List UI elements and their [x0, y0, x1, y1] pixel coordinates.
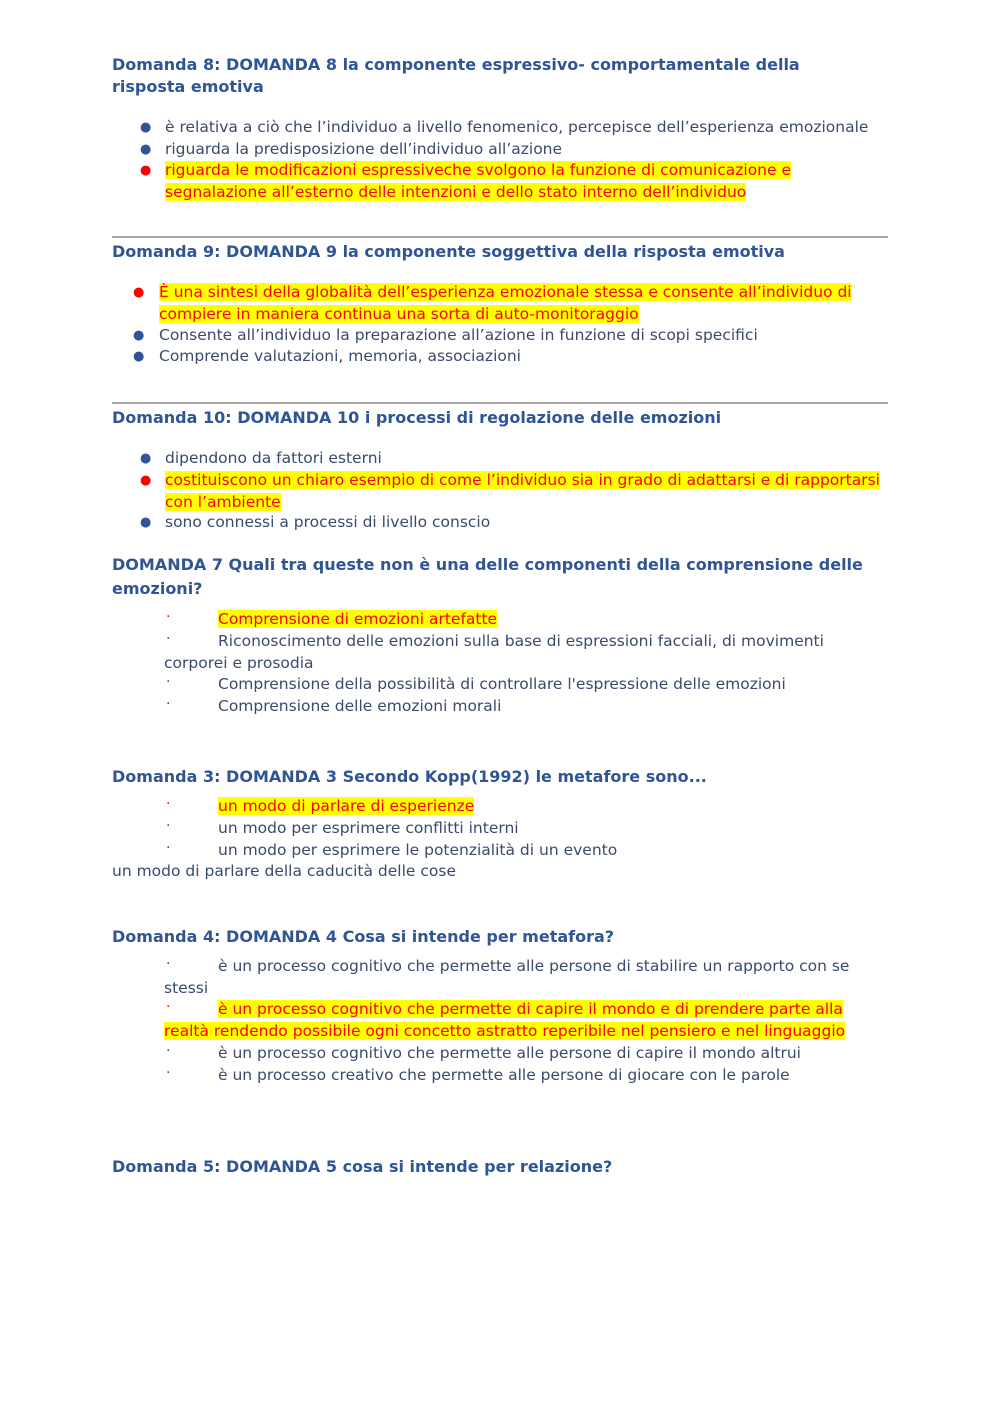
- question-8-title: Domanda 8: DOMANDA 8 la componente espressivo- comportamentale della risposta emotiva: [112, 55, 800, 96]
- answer-option: ● è relativa a ciò che l’individuo a livello fenomenico, percepisce dell’esperienza emozionale: [140, 117, 868, 139]
- answer-option: è un processo cognitivo che permette alle persone di stabilire un rapporto con se: [218, 957, 850, 975]
- bullet-icon: ●: [140, 163, 152, 178]
- bullet-icon: ●: [140, 515, 152, 530]
- bullet-icon: ●: [140, 473, 152, 488]
- answer-option: Comprensione della possibilità di controllare l'espressione delle emozioni: [218, 675, 786, 693]
- answer-option-correct: è un processo cognitivo che permette di capire il mondo e di prendere parte alla: [218, 1000, 843, 1018]
- bullet-icon: ●: [140, 142, 152, 157]
- answer-option: Comprensione delle emozioni morali: [218, 697, 502, 715]
- answer-option-correct: ● riguarda le modificazioni espressiveche svolgono la funzione di comunicazione e segnalazione all’esterno delle intenzioni e dello stato interno dell’individuo: [140, 161, 792, 201]
- answer-option-continuation: realtà rendendo possibile ogni concetto astratto reperibile nel pensiero e nel linguaggio: [164, 1022, 846, 1040]
- bullet-icon: ·: [166, 609, 171, 625]
- answer-option: è un processo cognitivo che permette alle persone di capire il mondo altrui: [218, 1044, 801, 1062]
- question-5-title: Domanda 5: DOMANDA 5 cosa si intende per relazione?: [112, 1157, 613, 1176]
- answer-option-correct: ● costituiscono un chiaro esempio di come l’individuo sia in grado di adattarsi e di rapportarsi con l’ambiente: [140, 471, 880, 511]
- answer-option-continuation: corporei e prosodia: [164, 654, 314, 672]
- divider: [112, 236, 888, 238]
- answer-option: un modo di parlare della caducità delle cose: [112, 862, 456, 880]
- bullet-icon: ·: [166, 696, 171, 712]
- answer-option: è un processo creativo che permette alle persone di giocare con le parole: [218, 1066, 790, 1084]
- answer-option: Riconoscimento delle emozioni sulla base di espressioni facciali, di movimenti: [218, 632, 824, 650]
- bullet-icon: ·: [166, 631, 171, 647]
- question-4-title: Domanda 4: DOMANDA 4 Cosa si intende per metafora?: [112, 927, 615, 946]
- answer-option-correct: un modo di parlare di esperienze: [218, 797, 475, 815]
- bullet-icon: ·: [166, 840, 171, 856]
- answer-option: un modo per esprimere conflitti interni: [218, 819, 519, 837]
- answer-option: ● Comprende valutazioni, memoria, associazioni: [133, 346, 521, 368]
- answer-option-correct: ● È una sintesi della globalità dell’esperienza emozionale stessa e consente all’individuo di compiere in maniera continua una sorta di auto-monitoraggio: [133, 283, 852, 323]
- divider: [112, 402, 888, 404]
- bullet-icon: ·: [166, 1065, 171, 1081]
- bullet-icon: ●: [140, 120, 152, 135]
- answer-option-continuation: stessi: [164, 979, 209, 997]
- answer-option: ● Consente all’individuo la preparazione all’azione in funzione di scopi specifici: [133, 325, 758, 347]
- question-3-title: Domanda 3: DOMANDA 3 Secondo Kopp(1992) le metafore sono...: [112, 767, 707, 786]
- question-7-title: DOMANDA 7 Quali tra queste non è una delle componenti della comprensione delle emozioni?: [112, 555, 863, 598]
- bullet-icon: ·: [166, 796, 171, 812]
- answer-option: ● dipendono da fattori esterni: [140, 448, 382, 470]
- answer-option-correct: Comprensione di emozioni artefatte: [218, 610, 498, 628]
- answer-option: ● sono connessi a processi di livello conscio: [140, 512, 490, 534]
- bullet-icon: ●: [140, 451, 152, 466]
- question-10-title: Domanda 10: DOMANDA 10 i processi di regolazione delle emozioni: [112, 408, 722, 427]
- bullet-icon: ·: [166, 956, 171, 972]
- bullet-icon: ·: [166, 999, 171, 1015]
- bullet-icon: ·: [166, 674, 171, 690]
- question-9-title: Domanda 9: DOMANDA 9 la componente soggettiva della risposta emotiva: [112, 242, 785, 261]
- bullet-icon: ·: [166, 818, 171, 834]
- answer-option: ● riguarda la predisposizione dell’individuo all’azione: [140, 139, 562, 161]
- bullet-icon: ●: [133, 285, 145, 300]
- bullet-icon: ●: [133, 349, 145, 364]
- answer-option: un modo per esprimere le potenzialità di un evento: [218, 841, 618, 859]
- bullet-icon: ●: [133, 328, 145, 343]
- bullet-icon: ·: [166, 1043, 171, 1059]
